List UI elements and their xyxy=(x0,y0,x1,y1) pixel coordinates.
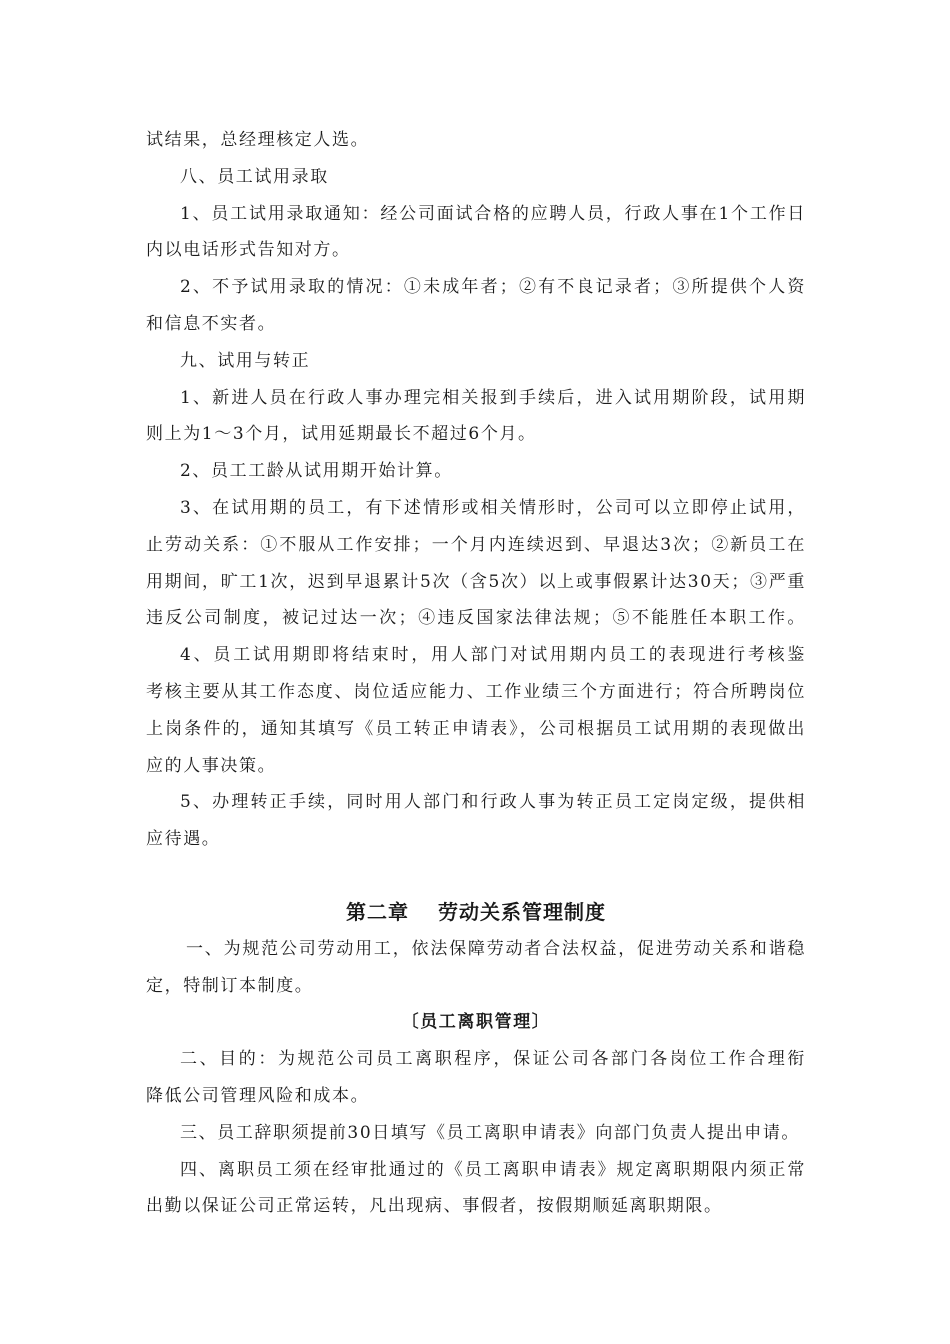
paragraph-line: 定，特制订本制度。 xyxy=(146,975,314,996)
paragraph-line: 2、员工工龄从试用期开始计算。 xyxy=(180,461,453,482)
paragraph-line: 2、不予试用录取的情况：①未成年者；②有不良记录者；③所提供个人资 xyxy=(180,277,806,298)
paragraph-line: 应的人事决策。 xyxy=(146,755,277,776)
paragraph-line: 1、员工试用录取通知：经公司面试合格的应聘人员，行政人事在1个工作日 xyxy=(180,203,806,224)
paragraph-line: 3、在试用期的员工，有下述情形或相关情形时，公司可以立即停止试用， xyxy=(180,497,806,518)
paragraph-line: 应待遇。 xyxy=(146,829,221,850)
paragraph-line: 一、为规范公司劳动用工，依法保障劳动者合法权益，促进劳动关系和谐稳 xyxy=(186,938,806,959)
paragraph-line: 止劳动关系：①不服从工作安排；一个月内连续迟到、早退达3次；②新员工在 xyxy=(146,534,806,555)
paragraph-line: 违反公司制度，被记过达一次；④违反国家法律法规；⑤不能胜任本职工作。 xyxy=(146,608,806,629)
paragraph-line: 上岗条件的，通知其填写《员工转正申请表》，公司根据员工试用期的表现做出 xyxy=(146,718,806,739)
paragraph-line: 4、员工试用期即将结束时，用人部门对试用期内员工的表现进行考核鉴 xyxy=(180,645,806,666)
section-title: 〔员工离职管理〕 xyxy=(401,1012,551,1033)
paragraph-line: 四、离职员工须在经审批通过的《员工离职申请表》规定离职期限内须正常 xyxy=(180,1159,806,1180)
paragraph-line: 则上为1～3个月，试用延期最长不超过6个月。 xyxy=(146,424,537,445)
paragraph-line: 1、新进人员在行政人事办理完相关报到手续后，进入试用期阶段，试用期 xyxy=(180,387,806,408)
section-heading-9: 九、试用与转正 xyxy=(180,350,311,371)
paragraph-line: 和信息不实者。 xyxy=(146,313,277,334)
section-heading-8: 八、员工试用录取 xyxy=(180,166,329,187)
paragraph-line: 考核主要从其工作态度、岗位适应能力、工作业绩三个方面进行；符合所聘岗位 xyxy=(146,681,806,702)
paragraph-line: 降低公司管理风险和成本。 xyxy=(146,1085,370,1106)
paragraph-line: 用期间，旷工1次，迟到早退累计5次（含5次）以上或事假累计达30天；③严重 xyxy=(146,571,806,592)
paragraph-line: 试结果，总经理核定人选。 xyxy=(146,130,370,150)
chapter-title: 第二章 劳动关系管理制度 xyxy=(346,899,606,924)
paragraph-line: 出勤以保证公司正常运转，凡出现病、事假者，按假期顺延离职期限。 xyxy=(146,1196,723,1217)
paragraph-line: 三、员工辞职须提前30日填写《员工离职申请表》向部门负责人提出申请。 xyxy=(180,1122,801,1143)
paragraph-line: 二、目的：为规范公司员工离职程序，保证公司各部门各岗位工作合理衔 xyxy=(180,1049,806,1070)
paragraph-line: 5、办理转正手续，同时用人部门和行政人事为转正员工定岗定级，提供相 xyxy=(180,792,806,813)
paragraph-line: 内以电话形式告知对方。 xyxy=(146,240,351,261)
document-page xyxy=(146,122,806,1225)
